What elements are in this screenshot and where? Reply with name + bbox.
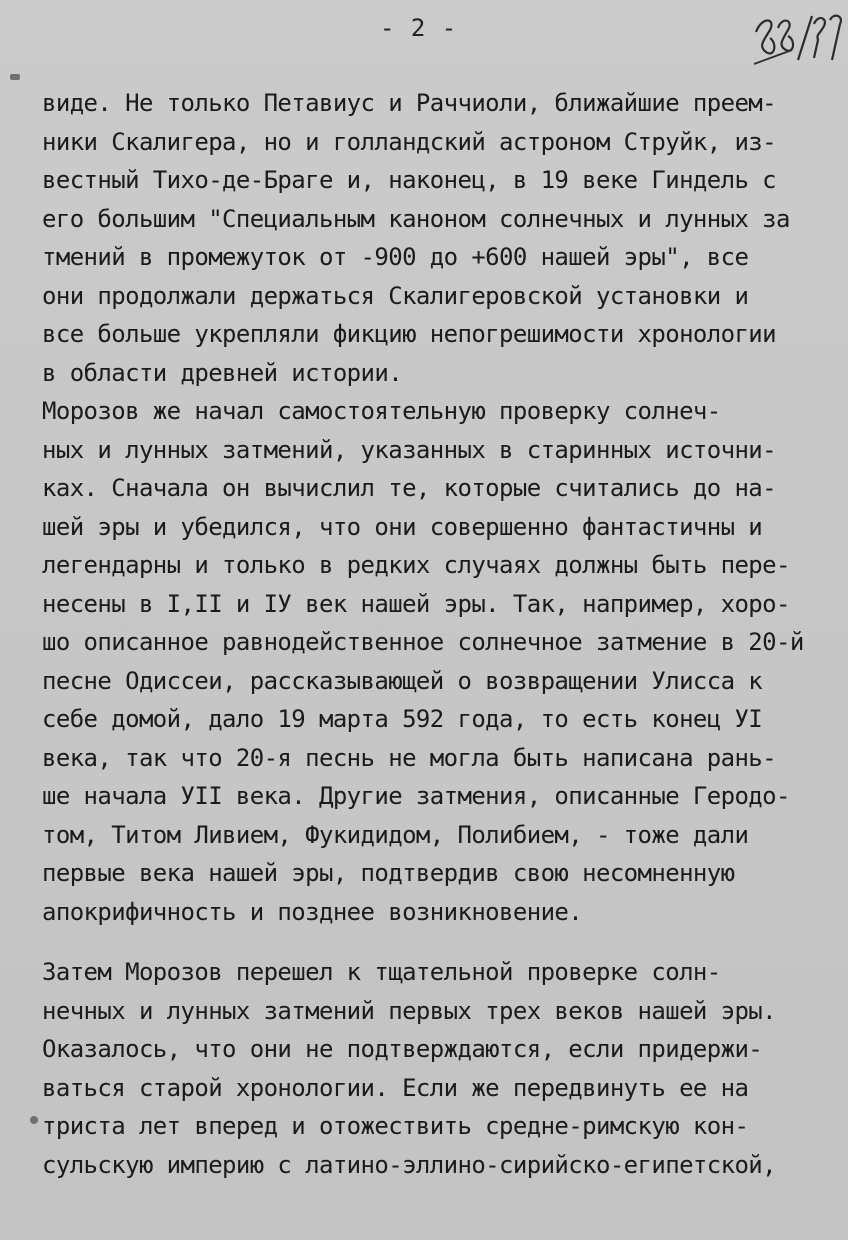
text-line: тмений в промежуток от -900 до +600 нашей эры", все — [42, 243, 749, 271]
text-line: шей эры и убедился, что они совершенно фантастичны и — [42, 512, 763, 541]
text-line: его большим "Специальным каноном солнечных и лунных за — [42, 204, 790, 233]
text-line: себе домой, дало 19 марта 592 года, то есть конец УI — [42, 705, 763, 733]
text-line: апокрифичность и позднее возникновение. — [42, 897, 583, 926]
text-line: ше начала УII века. Другие затмения, описанные Геродо- — [42, 782, 790, 810]
paper-mark — [10, 74, 20, 80]
text-line: шо описанное равнодейственное солнечное затмение в 20-й — [42, 628, 804, 656]
text-line: триста лет вперед и отожествить средне-римскую кон- — [42, 1112, 749, 1140]
text-line: вестный Тихо-де-Браге и, наконец, в 19 веке Гиндель с — [42, 166, 777, 194]
text-line: нечных и лунных затмений первых трех веков нашей эры. — [42, 996, 777, 1025]
text-line: том, Титом Ливием, Фукидидом, Полибием, - тоже дали — [42, 820, 749, 849]
text-line: все больше укрепляли фикцию непогрешимости хронологии — [42, 320, 777, 348]
text-line: в области древней истории. — [42, 358, 403, 387]
text-line: ных и лунных затмений, указанных в старинных источни- — [42, 435, 777, 464]
text-line: ваться старой хронологии. Если же передвинуть ее на — [42, 1073, 749, 1102]
text-line: Оказалось, что они не подтверждаются, если придержи- — [42, 1035, 763, 1063]
text-line: века, так что 20-я песнь не могла быть написана рань- — [42, 743, 777, 772]
text-line: Затем Морозов перешел к тщательной проверке солн- — [42, 958, 721, 986]
paper-mark — [30, 1116, 38, 1124]
text-line: ках. Сначала он вычислил те, которые считались до на- — [42, 474, 777, 502]
text-line: несены в I,II и IУ век нашей эры. Так, например, хоро- — [42, 589, 790, 618]
text-line: Морозов же начал самостоятельную проверку солнеч- — [42, 397, 721, 425]
text-line: легендарны и только в редких случаях должны быть пере- — [42, 551, 790, 579]
text-line: они продолжали держаться Скалигеровской установки и — [42, 281, 749, 310]
text-line: первые века нашей эры, подтвердив свою несомненную — [42, 859, 735, 887]
archive-number-drawing — [752, 10, 848, 68]
text-line: ники Скалигера, но и голландский астроном Струйк, из- — [42, 127, 777, 156]
archive-number-handwritten — [752, 10, 848, 68]
text-line: песне Одиссеи, рассказывающей о возвращении Улисса к — [42, 666, 763, 695]
text-line: сульскую империю с латино-эллино-сирийско-египетской, — [42, 1150, 777, 1179]
text-line: виде. Не только Петавиус и Раччиоли, ближайшие преем- — [42, 89, 777, 117]
page-number: - 2 - — [380, 14, 458, 42]
